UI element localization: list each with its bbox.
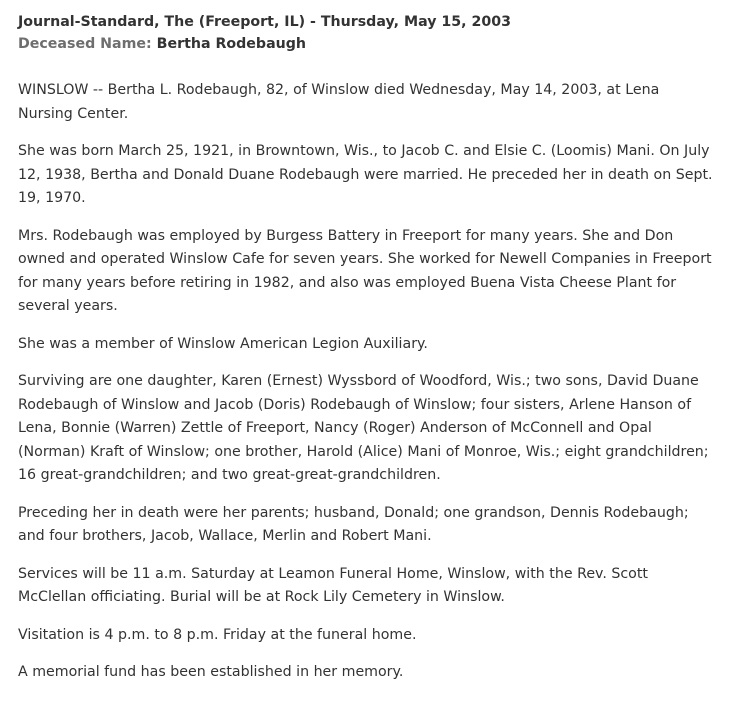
paragraph-preceded-in-death: Preceding her in death were her parents; husband, Donald; one grandson, Dennis Rodebaugh; and four brothers, Jacob, Wallace, Merlin and Robert Mani.: [18, 504, 689, 544]
deceased-line: [18, 33, 716, 55]
deceased-name: Bertha Rodebaugh: [156, 36, 307, 52]
obituary-header: [18, 11, 716, 55]
paragraph-services: Services will be 11 a.m. Saturday at Leamon Funeral Home, Winslow, with the Rev. Scott McClellan officiating. Burial will be at Rock Lily Cemetery in Winslow.: [18, 565, 648, 605]
publication-source: Journal-Standard, The (Freeport, IL) - Thursday, May 15, 2003: [18, 14, 511, 30]
paragraph-employment: Mrs. Rodebaugh was employed by Burgess Battery in Freeport for many years. She and Don owned and operated Winslow Cafe for seven years. She worked for Newell Companies in Freeport for many years before retiring in 1982, and also was employed Buena Vista Cheese Plant for several years.: [18, 227, 712, 314]
paragraph-birth-marriage: She was born March 25, 1921, in Browntown, Wis., to Jacob C. and Elsie C. (Loomis) Mani. On July 12, 1938, Bertha and Donald Duane Rodebaugh were married. He preceded her in death on Sept. 19, 1970.: [18, 143, 713, 206]
deceased-name-label: Deceased Name:: [18, 36, 152, 52]
paragraph-visitation: Visitation is 4 p.m. to 8 p.m. Friday at the funeral home.: [18, 626, 417, 643]
obituary-body: [18, 79, 716, 685]
paragraph-membership: She was a member of Winslow American Legion Auxiliary.: [18, 335, 428, 352]
paragraph-memorial: A memorial fund has been established in her memory.: [18, 664, 404, 680]
paragraph-survivors: Surviving are one daughter, Karen (Ernest) Wyssbord of Woodford, Wis.; two sons, David Duane Rodebaugh of Winslow and Jacob (Doris) Rodebaugh of Winslow; four sisters, Arlene Hanson of Lena, Bonnie (Warren) Zettle of Freeport, Nancy (Roger) Anderson of McConnell and Opal (Norman) Kraft of Winslow; one brother, Harold (Alice) Mani of Monroe, Wis.; eight grandchildren; 16 great-grandchildren; and two great-great-grandchildren.: [18, 373, 709, 483]
paragraph-death-notice: WINSLOW -- Bertha L. Rodebaugh, 82, of Winslow died Wednesday, May 14, 2003, at Lena Nursing Center.: [18, 82, 660, 122]
